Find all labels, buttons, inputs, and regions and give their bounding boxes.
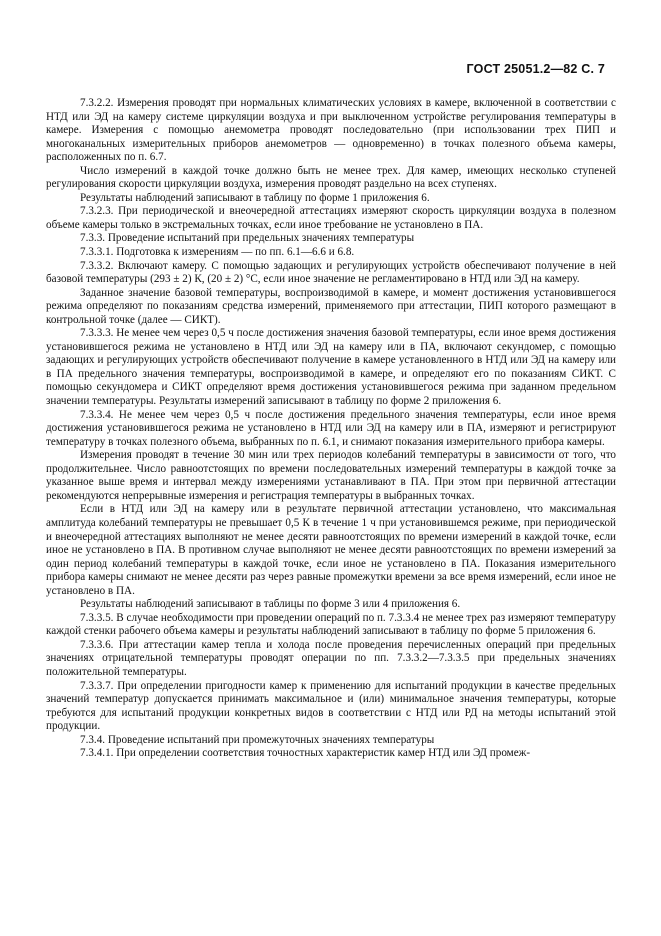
paragraph-7-3-3-6: 7.3.3.6. При аттестации камер тепла и холода после проведения перечисленных операций при предельных значениях отрицательной температуры проводят операции по пп. 7.3.3.2—7.3.3.5 при предельных значениях положительной температуры.	[46, 638, 616, 678]
paragraph-7-3-3-1: 7.3.3.1. Подготовка к измерениям — по пп. 6.1—6.6 и 6.8.	[80, 246, 355, 259]
paragraph-7-3-2-3: 7.3.2.3. При периодической и внеочередной аттестациях измеряют скорость циркуляции воздуха в полезном объеме камеры только в экстремальных точках, если иное требование не установлено в ПА.	[46, 205, 616, 231]
paragraph-base-temperature: Заданное значение базовой температуры, воспроизводимой в камере, и момент достижения установившегося режима определяют по показаниям средства измерений, применяемого при аттестации, ПИП которого размещают в контрольной точке (далее — СИКТ).	[46, 286, 616, 326]
paragraph-7-3-2-2: 7.3.2.2. Измерения проводят при нормальных климатических условиях в камере, включенной в соответствии с НТД или ЭД на камеру системе циркуляции воздуха и при выключенном устройстве регулирования температуры в камере. Измерения с помощью анемометра проводят последовательно (при использовании трех ПИП и многоканальных измерительных приборов анемометров — одновременно) в точках полезного объема камеры, расположенных по п. 6.7.	[46, 97, 616, 164]
paragraph-7-3-3-4: 7.3.3.4. Не менее чем через 0,5 ч после достижения предельного значения температуры, если иное время достижения установившегося режима не установлено в НТД или ЭД на камеру или в ПА, измеряют и регистрируют температуру в точках полезного объема, выбранных по п. 6.1, и снимают показания измерительного прибора камеры.	[46, 408, 616, 448]
page-body	[46, 97, 616, 761]
section-heading-7-3-4: 7.3.4. Проведение испытаний при промежуточных значениях температуры	[80, 733, 435, 746]
paragraph-amplitude: Если в НТД или ЭД на камеру или в результате первичной аттестации установлено, что максимальная амплитуда колебаний температуры не превышает 0,5 К в течение 1 ч при установившемся режиме, при периодической и внеочередной аттестациях выполняют не менее десяти равноотстоящих по времени измерений в каждой точке, если иное не установлено в ПА. В противном случае выполняют не менее десяти равноотстоящих по времени измерений за один период колебаний температуры в каждой точке, если иное не установлено в ПА. Показания измерительного прибора камеры снимают не менее десяти раз через равные промежутки времени за все время измерений, если иное не установлено в ПА.	[46, 503, 616, 597]
paragraph-7-3-4-1: 7.3.4.1. При определении соответствия точностных характеристик камер НТД или ЭД промеж-	[80, 747, 531, 760]
section-heading-7-3-3: 7.3.3. Проведение испытаний при предельных значениях температуры	[80, 232, 415, 245]
paragraph-7-3-3-7: 7.3.3.7. При определении пригодности камер к применению для испытаний продукции в качестве предельных значений температур допускается принимать максимальное и (или) минимальное значения температуры, которые требуются для испытаний продукции конкретных видов в соответствии с НТД или РД на методы испытаний этой продукции.	[46, 679, 616, 733]
paragraph-7-3-3-3: 7.3.3.3. Не менее чем через 0,5 ч после достижения значения базовой температуры, если иное время достижения установившегося режима не установлено в НТД или ЭД на камеру или в ПА, включают секундомер, с помощью задающих и регулирующих устройств обеспечивают получение в камере установленного в НТД или ЭД на камеру или в ПА предельного значения температуры, воспроизводимой в камере, и определяют его по показаниям СИКТ. С помощью секундомера и СИКТ определяют время достижения установившегося режима при заданном предельном значении температуры. Результаты измерений записывают в таблицу по форме 2 приложения 6.	[46, 327, 616, 408]
paragraph-7-3-3-2: 7.3.3.2. Включают камеру. С помощью задающих и регулирующих устройств обеспечивают получение в ней базовой температуры (293 ± 2) К, (20 ± 2) °С, если иное значение не регламентировано в НТД или ЭД на камеру.	[46, 259, 616, 286]
page-header: ГОСТ 25051.2—82 С. 7	[466, 62, 605, 76]
paragraph-results-form-1: Результаты наблюдений записывают в таблицу по форме 1 приложения 6.	[80, 191, 430, 204]
paragraph-measurement-duration: Измерения проводят в течение 30 мин или трех периодов колебаний температуры в зависимости от того, что продолжительнее. Число равноотстоящих по времени последовательных измерений температуры в каждой точке за указанное выше время и интервал между измерениями устанавливают в ПА. При этом при первичной аттестации рекомендуются непрерывные измерения и регистрация температуры в выбранных точках.	[46, 449, 616, 502]
paragraph-measurement-count: Число измерений в каждой точке должно быть не менее трех. Для камер, имеющих несколько ступеней регулирования скорости циркуляции воздуха, измерения проводят раздельно на всех ступенях.	[46, 164, 616, 191]
paragraph-7-3-3-5: 7.3.3.5. В случае необходимости при проведении операций по п. 7.3.3.4 не менее трех раз измеряют температуру каждой стенки рабочего объема камеры и результаты наблюдений записывают в таблицу по форме 5 приложения 6.	[46, 611, 616, 638]
paragraph-results-form-3-4: Результаты наблюдений записывают в таблицы по форме 3 или 4 приложения 6.	[80, 598, 461, 611]
